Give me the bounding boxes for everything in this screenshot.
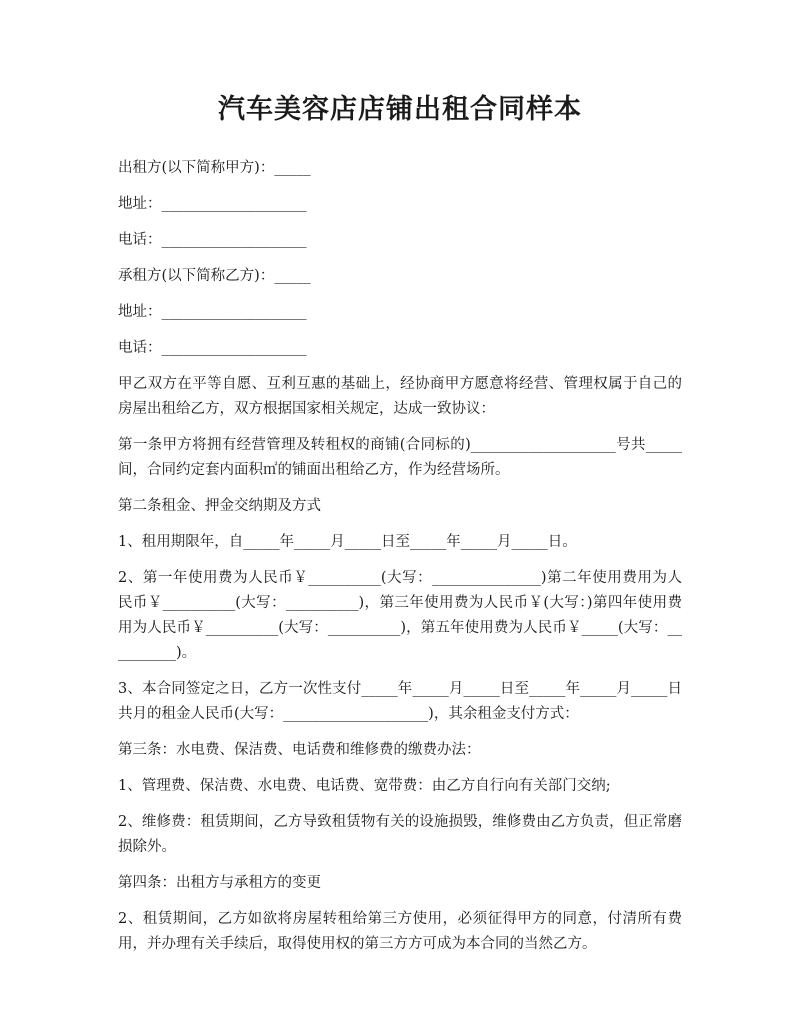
preamble-paragraph: 甲乙双方在平等自愿、互利互惠的基础上，经协商甲方愿意将经营、管理权属于自己的房屋出租给乙方，双方根据国家相关规定，达成一致协议： xyxy=(118,376,682,417)
article-2-clause-3: 3、本合同签定之日，乙方一次性支付_____年_____月_____日至_____年_____月_____日共月的租金人民币(大写：____________________)，其余租金支付方式： xyxy=(118,681,682,722)
article-3-clause-1: 1、管理费、保洁费、水电费、电话费、宽带费：由乙方自行向有关部门交纳; xyxy=(118,778,611,794)
document-page xyxy=(118,90,682,968)
article-2-clause-2: 2、第一年使用费为人民币￥__________(大写：_______________)第二年使用费用为人民币￥__________(大写：__________)，第三年使用费为人民币￥(大写：)第四年使用费用为人民币￥__________(大写：__________)，第五年使用费为人民币￥_____(大写：__________)。 xyxy=(118,570,682,661)
lessee-phone-line: 电话：____________________ xyxy=(118,340,307,356)
lessor-phone-line: 电话：____________________ xyxy=(118,232,307,248)
article-2-clause-1: 1、租用期限年，自_____年_____月_____日至_____年_____月_____日。 xyxy=(118,534,577,550)
lessee-address-line: 地址：____________________ xyxy=(118,304,307,320)
article-3-heading: 第三条：水电费、保洁费、电话费和维修费的缴费办法： xyxy=(118,742,481,758)
lessor-line: 出租方(以下简称甲方)：_____ xyxy=(118,160,311,176)
lessor-address-line: 地址：____________________ xyxy=(118,196,307,212)
lessee-line: 承租方(以下简称乙方)：_____ xyxy=(118,268,311,284)
article-2-heading: 第二条租金、押金交纳期及方式 xyxy=(118,498,321,514)
article-1-paragraph: 第一条甲方将拥有经营管理及转租权的商铺(合同标的)____________________号共_____间，合同约定套内面积㎡的铺面出租给乙方，作为经营场所。 xyxy=(118,437,682,478)
article-4-clause-2: 2、租赁期间，乙方如欲将房屋转租给第三方使用，必须征得甲方的同意，付清所有费用，并办理有关手续后，取得使用权的第三方方可成为本合同的当然乙方。 xyxy=(118,911,682,952)
article-4-heading: 第四条：出租方与承租方的变更 xyxy=(118,875,321,891)
document-title: 汽车美容店店铺出租合同样本 xyxy=(218,94,582,125)
article-3-clause-2: 2、维修费：租赁期间，乙方导致租赁物有关的设施损毁，维修费由乙方负责，但正常磨损除外。 xyxy=(118,814,682,855)
